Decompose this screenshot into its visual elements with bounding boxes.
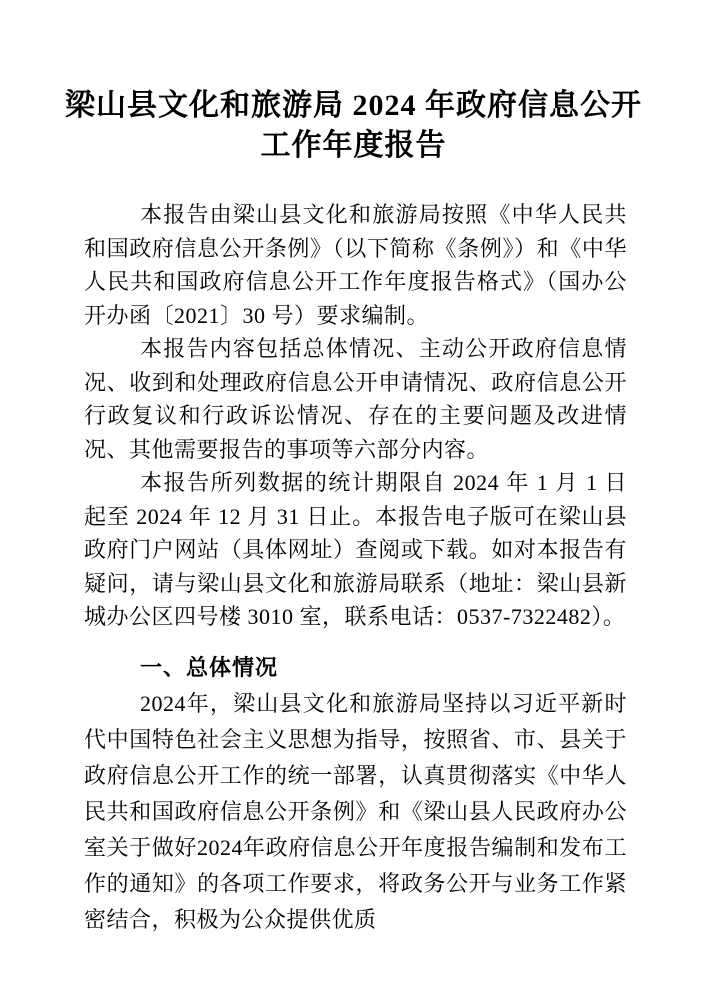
intro-paragraph-1: 本报告由梁山县文化和旅游局按照《中华人民共和国政府信息公开条例》（以下简称《条例》）和《中华人民共和国政府信息公开工作年度报告格式》（国办公开办函〔2021〕30 号）要求编制。: [84, 202, 627, 328]
report-title: [0, 0, 707, 166]
intro-paragraph-3: 本报告所列数据的统计期限自 2024 年 1 月 1 日起至 2024 年 12 月 31 日止。本报告电子版可在梁山县政府门户网站（具体网址）查阅或下载。如对本报告有疑问，请与梁山县文化和旅游局联系（地址：梁山县新城办公区四号楼 3010 室，联系电话：0537-7322482）。: [84, 470, 627, 629]
intro-paragraph-2: 本报告内容包括总体情况、主动公开政府信息情况、收到和处理政府信息公开申请情况、政府信息公开行政复议和行政诉讼情况、存在的主要问题及改进情况、其他需要报告的事项等六部分内容。: [84, 336, 627, 462]
section-overview-paragraph: 2024年，梁山县文化和旅游局坚持以习近平新时代中国特色社会主义思想为指导，按照省、市、县关于政府信息公开工作的统一部署，认真贯彻落实《中华人民共和国政府信息公开条例》和《梁山县人民政府办公室关于做好2024年政府信息公开年度报告编制和发布工作的通知》的各项工作要求，将政务公开与业务工作紧密结合，积极为公众提供优质: [84, 690, 627, 932]
report-title-line-1: 梁山县文化和旅游局 2024 年政府信息公开: [65, 89, 642, 122]
section-heading-overview: 一、总体情况: [140, 654, 279, 680]
report-title-line-2: 工作年度报告: [260, 129, 447, 162]
report-body: [84, 198, 627, 938]
